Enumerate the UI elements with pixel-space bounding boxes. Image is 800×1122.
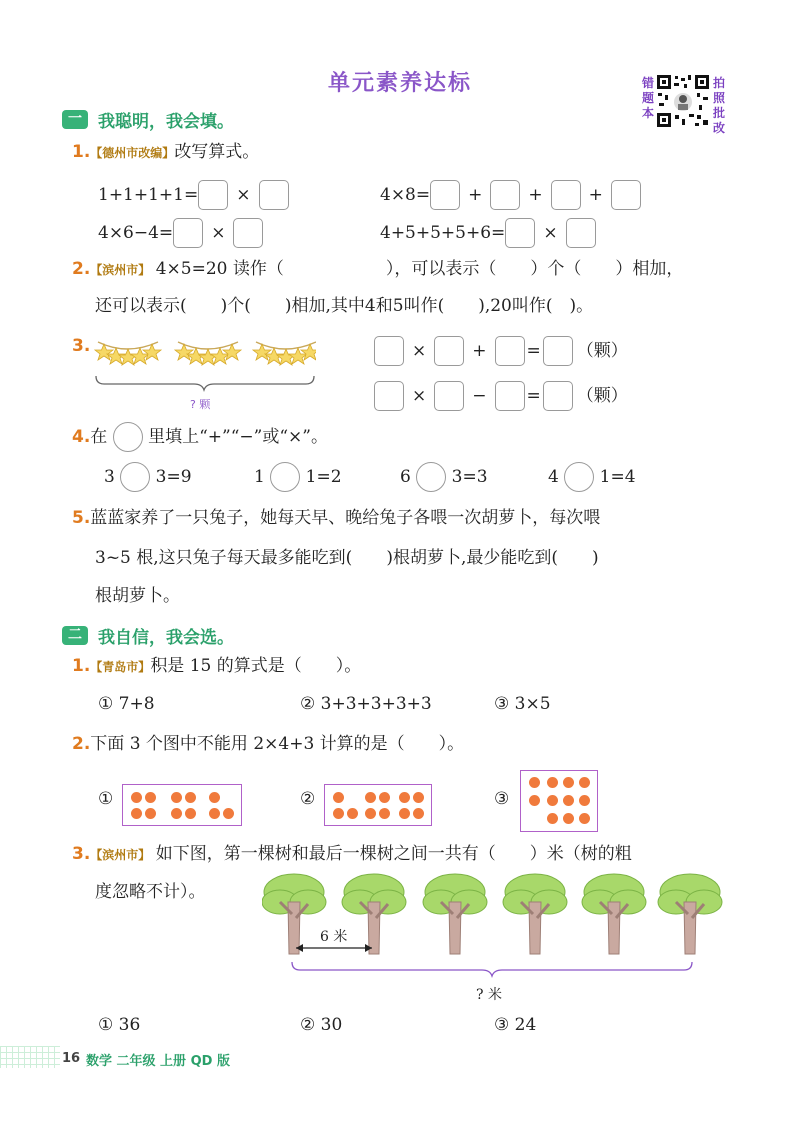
star-garland-icon xyxy=(95,342,161,365)
figure-label-2[interactable]: ② xyxy=(300,789,316,809)
page-title: 单元素养达标 xyxy=(327,71,472,96)
answer-box[interactable] xyxy=(566,218,596,248)
q1-equation-a: 1+1+1+1= × xyxy=(98,180,289,210)
option-2-1-a[interactable]: ① 7+8 xyxy=(98,694,155,714)
section-1-badge: 一 xyxy=(62,110,88,129)
question-1-3-number: 3. xyxy=(72,336,91,356)
section-2-heading xyxy=(62,623,234,648)
tree-icon xyxy=(342,874,406,954)
sample-circle xyxy=(113,422,143,452)
section-1-heading xyxy=(62,107,234,132)
dot-figure-1[interactable] xyxy=(122,784,242,826)
question-1-5-line2: 3~5 根,这只兔子每天最多能吃到( )根胡萝卜,最少能吃到( ) xyxy=(95,548,599,568)
option-2-3-b[interactable]: ② 30 xyxy=(300,1015,343,1035)
q4-item-4: 4 1=4 xyxy=(548,462,636,492)
figure-label-3[interactable]: ③ xyxy=(494,789,510,809)
q1-equation-b: 4×8= + + + xyxy=(380,180,641,210)
tree-icon xyxy=(262,874,326,954)
total-distance-label: ? 米 xyxy=(476,987,502,1003)
q4-item-2: 1 1=2 xyxy=(254,462,342,492)
tree-icon xyxy=(503,874,567,954)
question-2-3: 3.【滨州市】 如下图，第一棵树和最后一棵树之间一共有（ ）米（树的粗 xyxy=(72,844,632,864)
operator-circle[interactable] xyxy=(564,462,594,492)
question-1-2-line2: 还可以表示( )个( )相加,其中4和5叫作( ),20叫作( )。 xyxy=(95,296,594,316)
question-1-4: 4.在 里填上“+”“−”或“×”。 xyxy=(72,422,328,452)
q3-equation-2: × − = （颗） xyxy=(374,381,628,411)
question-2-2: 2.下面 3 个图中不能用 2×4+3 计算的是（ ）。 xyxy=(72,734,465,754)
question-1-5: 5.蓝蓝家养了一只兔子，她每天早、晚给兔子各喂一次胡萝卜，每次喂 xyxy=(72,508,601,528)
footer-pattern xyxy=(0,1046,60,1068)
question-2-1: 1.【青岛市】积是 15 的算式是（ ）。 xyxy=(72,656,362,676)
operator-circle[interactable] xyxy=(270,462,300,492)
answer-box[interactable] xyxy=(233,218,263,248)
answer-box[interactable] xyxy=(505,218,535,248)
tree-icon xyxy=(582,874,646,954)
option-2-3-c[interactable]: ③ 24 xyxy=(494,1015,537,1035)
distance-label: 6 米 xyxy=(320,929,348,945)
section-2-title: 我自信，我会选。 xyxy=(98,628,234,648)
q4-item-1: 3 3=9 xyxy=(104,462,192,492)
answer-box[interactable] xyxy=(490,180,520,210)
operator-circle[interactable] xyxy=(416,462,446,492)
figure-label-1[interactable]: ① xyxy=(98,789,114,809)
question-1-5-line3: 根胡萝卜。 xyxy=(95,586,180,606)
answer-box[interactable] xyxy=(434,381,464,411)
dot-figure-2[interactable] xyxy=(324,784,432,826)
page-number: 16 xyxy=(62,1051,81,1066)
question-2-3-line2: 度忽略不计）。 xyxy=(95,882,206,902)
stars-total-label: ? 颗 xyxy=(190,398,211,411)
question-1-2: 2.【滨州市】 4×5=20 读作（ ），可以表示（ ）个（ ）相加， xyxy=(72,259,684,279)
qr-code-icon[interactable] xyxy=(655,73,711,129)
answer-box[interactable] xyxy=(543,381,573,411)
answer-box[interactable] xyxy=(198,180,228,210)
answer-box[interactable] xyxy=(434,336,464,366)
trees-illustration xyxy=(262,868,732,1008)
dot-figure-3[interactable] xyxy=(520,770,598,832)
answer-box[interactable] xyxy=(611,180,641,210)
question-1-1: 1.【德州市改编】改写算式。 xyxy=(72,142,260,162)
section-2-badge: 二 xyxy=(62,626,88,645)
q1-equation-d: 4+5+5+5+6= × xyxy=(380,218,596,248)
qr-left-label: 错 题 本 xyxy=(641,76,654,120)
answer-box[interactable] xyxy=(495,336,525,366)
operator-circle[interactable] xyxy=(120,462,150,492)
answer-box[interactable] xyxy=(543,336,573,366)
answer-box[interactable] xyxy=(374,381,404,411)
q1-equation-c: 4×6−4= × xyxy=(98,218,263,248)
option-2-1-c[interactable]: ③ 3×5 xyxy=(494,694,551,714)
option-2-1-b[interactable]: ② 3+3+3+3+3 xyxy=(300,694,432,714)
answer-box[interactable] xyxy=(495,381,525,411)
q4-item-3: 6 3=3 xyxy=(400,462,488,492)
answer-box[interactable] xyxy=(374,336,404,366)
answer-box[interactable] xyxy=(173,218,203,248)
book-info: 数学 二年级 上册 QD 版 xyxy=(86,1054,230,1069)
section-1-title: 我聪明，我会填。 xyxy=(98,112,234,132)
answer-box[interactable] xyxy=(430,180,460,210)
stars-illustration xyxy=(94,334,316,416)
tree-icon xyxy=(423,874,487,954)
tree-icon xyxy=(658,874,722,954)
qr-right-label: 拍 照 批 改 xyxy=(712,76,725,135)
answer-box[interactable] xyxy=(259,180,289,210)
q3-equation-1: × + = （颗） xyxy=(374,336,628,366)
answer-box[interactable] xyxy=(551,180,581,210)
option-2-3-a[interactable]: ① 36 xyxy=(98,1015,141,1035)
